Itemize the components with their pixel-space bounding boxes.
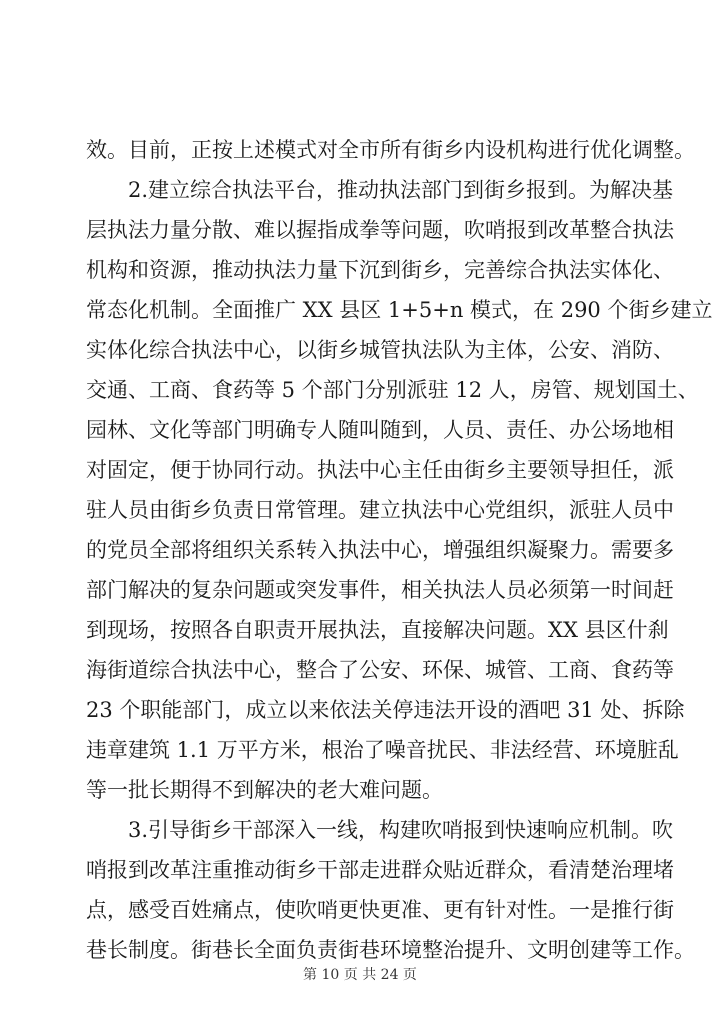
text-line-13: 到现场，按照各自职责开展执法，直接解决问题。XX 县区什刹 [86,618,669,642]
text-line-6: 实体化综合执法中心，以街乡城管执法队为主体，公安、消防、 [86,338,674,362]
text-line-12: 部门解决的复杂问题或突发事件，相关执法人员必须第一时间赶 [86,578,674,602]
text-line-20: 点，感受百姓痛点，使吹哨更快更准、更有针对性。一是推行街 [86,898,674,922]
text-line-5: 常态化机制。全面推广 XX 县区 1+5+n 模式，在 290 个街乡建立 [86,298,713,322]
text-line-1: 效。目前，正按上述模式对全市所有街乡内设机构进行优化调整。 [86,138,695,162]
text-line-10: 驻人员由街乡负责日常管理。建立执法中心党组织，派驻人员中 [86,498,674,522]
text-line-3: 层执法力量分散、难以握指成拳等问题，吹哨报到改革整合执法 [86,218,674,242]
text-line-16: 违章建筑 1.1 万平方米，根治了噪音扰民、非法经营、环境脏乱 [86,738,679,762]
text-line-19: 哨报到改革注重推动街乡干部走进群众贴近群众，看清楚治理堵 [86,858,674,882]
text-line-9: 对固定，便于协同行动。执法中心主任由街乡主要领导担任，派 [86,458,674,482]
page-number: 第 10 页 共 24 页 [303,967,417,983]
text-line-2: 2.建立综合执法平台，推动执法部门到街乡报到。为解决基 [128,178,674,202]
text-line-21: 巷长制度。街巷长全面负责街巷环境整治提升、文明创建等工作。 [86,938,695,962]
text-line-14: 海街道综合执法中心，整合了公安、环保、城管、工商、食药等 [86,658,674,682]
text-line-15: 23 个职能部门，成立以来依法关停违法开设的酒吧 31 处、拆除 [86,698,685,722]
text-line-7: 交通、工商、食药等 5 个部门分别派驻 12 人，房管、规划国土、 [86,378,699,402]
text-line-17: 等一批长期得不到解决的老大难问题。 [86,778,443,802]
text-line-11: 的党员全部将组织关系转入执法中心，增强组织凝聚力。需要多 [86,538,674,562]
text-line-4: 机构和资源，推动执法力量下沉到街乡，完善综合执法实体化、 [86,258,674,282]
text-line-18: 3.引导街乡干部深入一线，构建吹哨报到快速响应机制。吹 [128,818,674,842]
text-line-8: 园林、文化等部门明确专人随叫随到，人员、责任、办公场地相 [86,418,674,442]
